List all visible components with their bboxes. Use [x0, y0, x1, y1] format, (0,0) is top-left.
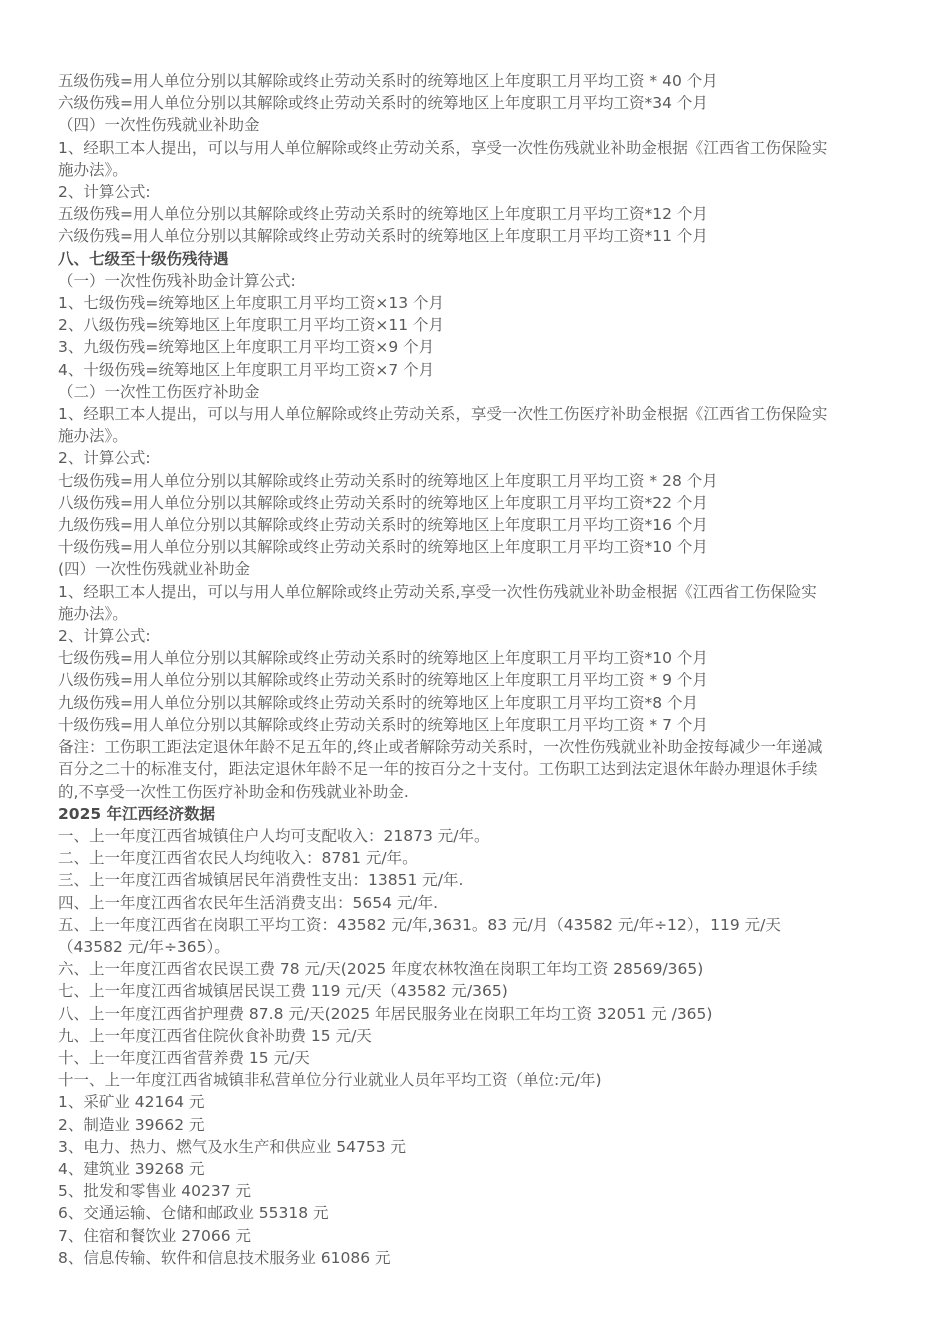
text-line: 4、十级伤残=统筹地区上年度职工月平均工资×7 个月	[58, 360, 435, 379]
text-line: 九级伤残=用人单位分别以其解除或终止劳动关系时的统筹地区上年度职工月平均工资*16 个月	[58, 516, 708, 535]
text-line: 3、九级伤残=统筹地区上年度职工月平均工资×9 个月	[58, 338, 435, 357]
section-heading: 八、七级至十级伤残待遇	[58, 249, 229, 268]
text-line: 百分之二十的标准支付，距法定退休年龄不足一年的按百分之十支付。工伤职工达到法定退休年龄办理退休手续	[58, 760, 818, 779]
text-line: 五级伤残=用人单位分别以其解除或终止劳动关系时的统筹地区上年度职工月平均工资*12 个月	[58, 205, 708, 224]
text-line: 7、住宿和餐饮业 27066 元	[58, 1226, 252, 1245]
text-line: 6、交通运输、仓储和邮政业 55318 元	[58, 1204, 329, 1223]
document-body	[58, 70, 908, 1269]
text-line: 2、计算公式:	[58, 627, 151, 646]
text-line: 1、经职工本人提出，可以与用人单位解除或终止劳动关系，享受一次性工伤医疗补助金根据《江西省工伤保险实	[58, 405, 828, 424]
text-line: 五级伤残=用人单位分别以其解除或终止劳动关系时的统筹地区上年度职工月平均工资 * 40 个月	[58, 72, 718, 90]
text-line: 1、经职工本人提出，可以与用人单位解除或终止劳动关系,享受一次性伤残就业补助金根据《江西省工伤保险实	[58, 582, 817, 601]
text-line: 六级伤残=用人单位分别以其解除或终止劳动关系时的统筹地区上年度职工月平均工资*34 个月	[58, 94, 708, 113]
text-line: 的,不享受一次性工伤医疗补助金和伤残就业补助金.	[58, 782, 409, 801]
text-line: 1、采矿业 42164 元	[58, 1093, 205, 1112]
text-line: 五、上一年度江西省在岗职工平均工资：43582 元/年,3631。83 元/月（43582 元/年÷12），119 元/天	[58, 915, 781, 934]
text-line: 1、经职工本人提出，可以与用人单位解除或终止劳动关系，享受一次性伤残就业补助金根据《江西省工伤保险实	[58, 138, 828, 157]
text-line: 施办法》。	[58, 604, 128, 623]
text-line: 5、批发和零售业 40237 元	[58, 1182, 252, 1201]
text-line: 七级伤残=用人单位分别以其解除或终止劳动关系时的统筹地区上年度职工月平均工资 * 28 个月	[58, 471, 718, 490]
text-line: （一）一次性伤残补助金计算公式:	[58, 271, 296, 290]
text-line: 七级伤残=用人单位分别以其解除或终止劳动关系时的统筹地区上年度职工月平均工资*10 个月	[58, 649, 708, 668]
text-line: 备注：工伤职工距法定退休年龄不足五年的,终止或者解除劳动关系时，一次性伤残就业补助金按每减少一年递减	[58, 738, 823, 757]
text-line: 七、上一年度江西省城镇居民误工费 119 元/天（43582 元/365)	[58, 982, 508, 1001]
text-line: 3、电力、热力、燃气及水生产和供应业 54753 元	[58, 1137, 407, 1156]
text-line: 九、上一年度江西省住院伙食补助费 15 元/天	[58, 1026, 372, 1045]
text-line: 十级伤残=用人单位分别以其解除或终止劳动关系时的统筹地区上年度职工月平均工资 * 7 个月	[58, 715, 708, 734]
text-line: 六级伤残=用人单位分别以其解除或终止劳动关系时的统筹地区上年度职工月平均工资*11 个月	[58, 227, 708, 246]
text-line: （四）一次性伤残就业补助金	[58, 116, 260, 135]
text-line: 2、计算公式:	[58, 449, 151, 468]
text-line: 九级伤残=用人单位分别以其解除或终止劳动关系时的统筹地区上年度职工月平均工资*8 个月	[58, 693, 699, 712]
text-line: 二、上一年度江西省农民人均纯收入：8781 元/年。	[58, 849, 418, 868]
text-line: 八级伤残=用人单位分别以其解除或终止劳动关系时的统筹地区上年度职工月平均工资*22 个月	[58, 493, 708, 512]
text-line: 施办法》。	[58, 427, 128, 446]
text-line: 4、建筑业 39268 元	[58, 1159, 205, 1178]
text-line: （二）一次性工伤医疗补助金	[58, 382, 260, 401]
text-line: 2、计算公式:	[58, 183, 151, 202]
text-line: 1、七级伤残=统筹地区上年度职工月平均工资×13 个月	[58, 294, 444, 313]
text-line: 十级伤残=用人单位分别以其解除或终止劳动关系时的统筹地区上年度职工月平均工资*10 个月	[58, 538, 708, 557]
text-line: 十、上一年度江西省营养费 15 元/天	[58, 1048, 310, 1067]
text-line: 十一、上一年度江西省城镇非私营单位分行业就业人员年平均工资（单位:元/年)	[58, 1071, 602, 1090]
text-line: 八、上一年度江西省护理费 87.8 元/天(2025 年居民服务业在岗职工年均工资 32051 元 /365)	[58, 1004, 713, 1023]
text-line: 8、信息传输、软件和信息技术服务业 61086 元	[58, 1248, 391, 1267]
text-line: （43582 元/年÷365）。	[58, 937, 230, 956]
text-line: (四）一次性伤残就业补助金	[58, 560, 251, 579]
text-line: 2、八级伤残=统筹地区上年度职工月平均工资×11 个月	[58, 316, 444, 335]
text-line: 六、上一年度江西省农民误工费 78 元/天(2025 年度农林牧渔在岗职工年均工资 28569/365)	[58, 960, 704, 979]
text-line: 一、上一年度江西省城镇住户人均可支配收入：21873 元/年。	[58, 826, 490, 845]
text-line: 2、制造业 39662 元	[58, 1115, 205, 1134]
text-line: 三、上一年度江西省城镇居民年消费性支出：13851 元/年.	[58, 871, 464, 890]
section-heading: 2025 年江西经济数据	[58, 804, 216, 823]
text-line: 四、上一年度江西省农民年生活消费支出：5654 元/年.	[58, 893, 439, 912]
text-line: 施办法》。	[58, 160, 128, 179]
text-line: 八级伤残=用人单位分别以其解除或终止劳动关系时的统筹地区上年度职工月平均工资 * 9 个月	[58, 671, 708, 690]
